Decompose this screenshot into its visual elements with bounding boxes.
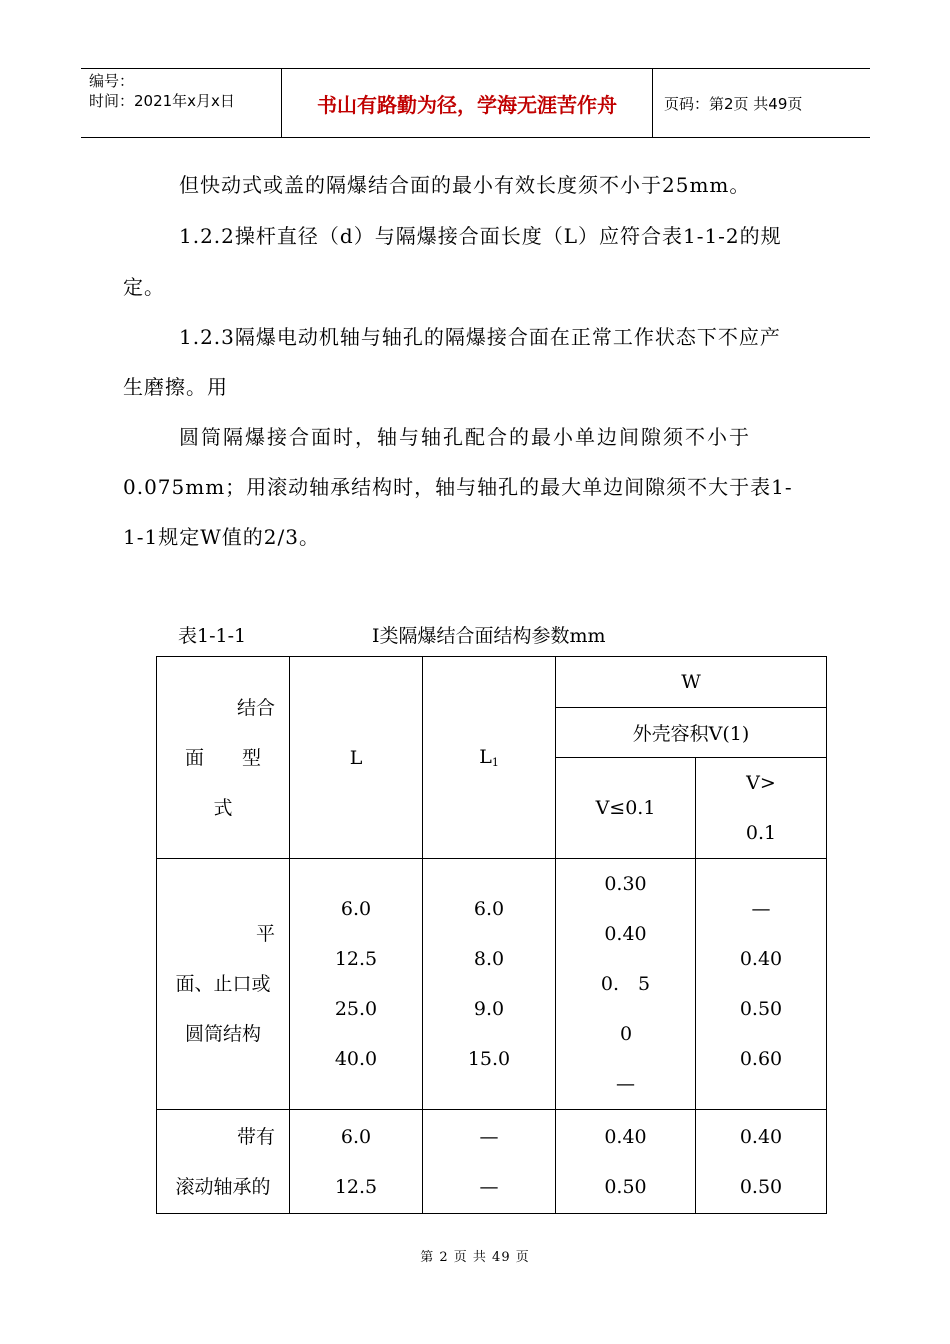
cell-line: — xyxy=(479,1175,499,1198)
cell-line: 0 xyxy=(620,1023,633,1045)
header-type-line: 式 xyxy=(213,796,233,819)
table-caption-id: 表1-1-1 xyxy=(178,625,247,647)
cell-L1 xyxy=(423,859,556,1110)
cell-line: 9.0 xyxy=(473,998,505,1020)
cell-line: 0. 5 xyxy=(600,973,651,995)
header-meta xyxy=(89,71,235,111)
cell-w-gt xyxy=(696,1110,827,1214)
header-L1-subscript: 1 xyxy=(491,756,499,769)
cell-line: 0.40 xyxy=(604,923,647,945)
cell-line: 0.40 xyxy=(739,948,783,970)
cell-line: 12.5 xyxy=(334,1175,378,1198)
cell-line: 0.50 xyxy=(739,998,783,1020)
paragraph-4-line-3: 1-1规定W值的2/3。 xyxy=(123,525,320,549)
header-volume: 外壳容积V(1) xyxy=(556,708,827,758)
cell-line: 15.0 xyxy=(467,1048,511,1070)
cell-line: — xyxy=(616,1073,635,1095)
paragraph-2-line-1: 1.2.2操杆直径（d）与隔爆接合面长度（L）应符合表1-1-2的规 xyxy=(179,224,782,248)
cell-line: 6.0 xyxy=(473,898,505,920)
cell-type xyxy=(157,859,290,1110)
cell-L xyxy=(290,859,423,1110)
header-page-number: 页码：第2页 共49页 xyxy=(664,95,803,113)
cell-line: — xyxy=(479,1125,499,1148)
cell-w-le xyxy=(556,859,696,1110)
cell-line: 滚动轴承的 xyxy=(175,1175,271,1198)
cell-line: 6.0 xyxy=(340,1125,372,1148)
cell-w-gt xyxy=(696,859,827,1110)
cell-line: 圆筒结构 xyxy=(184,1023,261,1045)
paragraph-4-line-1: 圆筒隔爆接合面时，轴与轴孔配合的最小单边间隙须不小于 xyxy=(179,425,751,449)
header-type-line: 面 型 xyxy=(184,746,261,769)
doc-time-label: 时间：2021年x月x日 xyxy=(89,92,235,110)
header-v-le-0-1: V≤0.1 xyxy=(556,758,696,859)
header-row-1 xyxy=(157,657,827,708)
table-row xyxy=(157,1110,827,1214)
header-L1 xyxy=(423,657,556,859)
header-motto: 书山有路勤为径，学海无涯苦作舟 xyxy=(281,69,653,137)
header-v-gt-line: V> xyxy=(746,772,776,794)
cell-line: 0.50 xyxy=(604,1175,647,1198)
cell-line: 带有 xyxy=(236,1125,275,1148)
header-v-gt-0-1 xyxy=(696,758,827,859)
interface-parameters-table xyxy=(156,656,827,1214)
header-L: L xyxy=(290,657,423,859)
table-row xyxy=(157,859,827,1110)
cell-line: 0.40 xyxy=(739,1125,783,1148)
table-caption-title: I类隔爆结合面结构参数mm xyxy=(372,625,606,647)
cell-type xyxy=(157,1110,290,1214)
header-L1-main: L xyxy=(479,746,492,768)
cell-line: 面、止口或 xyxy=(175,973,271,995)
cell-line: 25.0 xyxy=(334,998,378,1020)
cell-line: 8.0 xyxy=(473,948,505,970)
cell-line: 0.40 xyxy=(604,1125,647,1148)
cell-L1 xyxy=(423,1110,556,1214)
cell-line: 6.0 xyxy=(340,898,372,920)
paragraph-2-line-2: 定。 xyxy=(123,275,165,299)
cell-line: 40.0 xyxy=(334,1048,378,1070)
header-type-line: 结合 xyxy=(236,696,275,719)
paragraph-3-line-1: 1.2.3隔爆电动机轴与轴孔的隔爆接合面在正常工作状态下不应产 xyxy=(179,325,781,349)
header-W: W xyxy=(556,657,827,708)
cell-line: 0.50 xyxy=(739,1175,783,1198)
cell-line: 0.60 xyxy=(739,1048,783,1070)
cell-L xyxy=(290,1110,423,1214)
header-v-gt-line: 0.1 xyxy=(745,822,777,844)
cell-w-le xyxy=(556,1110,696,1214)
paragraph-1: 但快动式或盖的隔爆结合面的最小有效长度须不小于25mm。 xyxy=(179,173,751,197)
paragraph-3-line-2: 生磨擦。用 xyxy=(123,375,228,399)
page-header xyxy=(81,68,870,138)
page-footer: 第 2 页 共 49 页 xyxy=(420,1250,530,1265)
cell-line: 12.5 xyxy=(334,948,378,970)
doc-number-label: 编号： xyxy=(89,72,135,90)
cell-line: 0.30 xyxy=(604,873,647,895)
paragraph-4-line-2: 0.075mm；用滚动轴承结构时，轴与轴孔的最大单边间隙须不大于表1- xyxy=(123,475,793,499)
cell-line: 平 xyxy=(255,923,275,945)
cell-line: — xyxy=(751,898,771,920)
header-interface-type xyxy=(157,657,290,859)
